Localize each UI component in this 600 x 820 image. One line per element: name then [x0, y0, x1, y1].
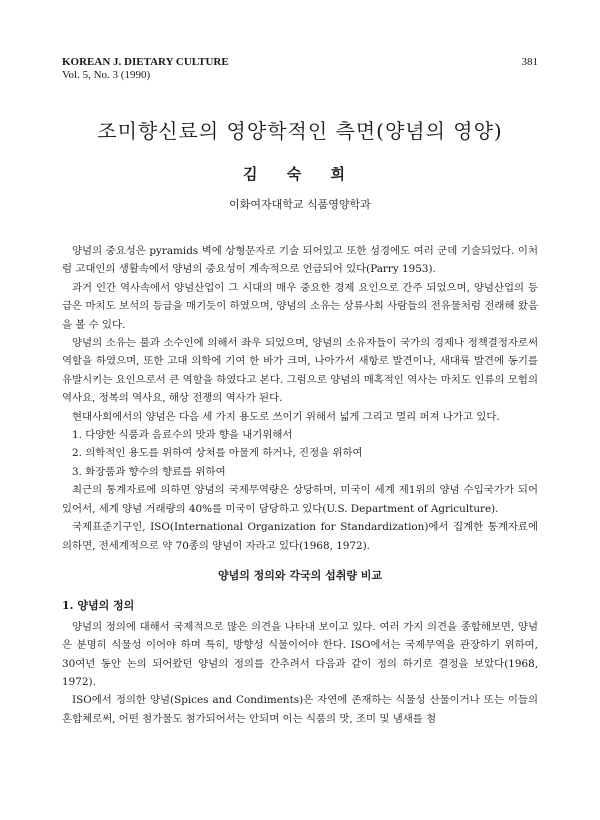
paragraph: 최근의 통계자료에 의하면 양념의 국제무역량은 상당하며, 미국이 세계 제1위의 양념 수입국가가 되어 있어서, 세계 양념 거래량의 40%를 미국이 담당하고 있다(U.S. Department of Agriculture). [62, 484, 538, 515]
article-title: 조미향신료의 영양학적인 측면(양념의 영양) [97, 119, 503, 143]
paragraph: 과거 인간 역사속에서 양념산업이 그 시대의 매우 중요한 경제 요인으로 간주 되었으며, 양념산업의 등급은 마치도 보석의 등급을 매기듯이 하였으며, 양념의 소유는 상류사회 사람들의 전유물처럼 전래해 왔음을 볼 수 있다. [62, 281, 538, 331]
paragraph: 현대사회에서의 양념은 다음 세 가지 용도로 쓰이기 위해서 넓게 그리고 멀리 퍼져 나가고 있다. [72, 410, 500, 423]
author-affiliation: 이화여자대학교 식품영양학과 [229, 198, 371, 211]
paragraph: 양념의 소유는 불과 소수인에 의해서 좌우 되었으며, 양념의 소유자들이 국가의 경제나 정책결정자로써 역할을 하였으며, 또한 고대 의학에 기여 한 바가 크며, 나아가서 새항로 발견이나, 새대륙 발견에 동기를 유발시키는 요인으로서 큰 역할을 하였다고 본다. 그럼으로 양념의 매혹적인 역사는 마치도 인류의 모험의 역사요, 정복의 역사요, 해상 전쟁의 역사가 된다. [62, 337, 538, 405]
author-name: 김 숙 희 [243, 165, 357, 183]
journal-volume: Vol. 5, No. 3 (1990) [62, 69, 151, 81]
article-body [62, 242, 538, 728]
subsection-heading: 1. 양념의 정의 [62, 599, 135, 613]
paragraph: 양념의 중요성은 pyramids 벽에 상형문자로 기술 되어있고 또한 성경에도 여러 군데 기술되었다. 이처럼 고대인의 생활속에서 양념의 중요성이 계속적으로 언급되어 있다(Parry 1953). [62, 245, 538, 276]
list-item: 1. 다양한 식품과 음료수의 맛과 향을 내기위해서 [72, 429, 293, 442]
list-item: 3. 화장품과 향수의 향료를 위하여 [72, 465, 226, 478]
list-item: 2. 의학적인 용도를 위하여 상처를 아물게 하거나, 진정을 위하여 [72, 447, 363, 460]
paragraph: 양념의 정의에 대해서 국제적으로 많은 의견을 나타내 보이고 있다. 여러 가지 의견을 종합해보면, 양념은 분명히 식물성 이어야 하며 특히, 방향성 식물이어야 한다. ISO에서는 국제무역을 관장하기 위하여, 30여년 동안 논의 되어왔던 양념의 정의를 간추려서 다음과 같이 정의 하기로 결정을 보았다(1968, 1972). [62, 620, 538, 688]
journal-name: KOREAN J. DIETARY CULTURE [62, 56, 229, 68]
journal-header [62, 56, 229, 82]
paragraph: 국제표준기구인, ISO(International Organization for Standardization)에서 집계한 통계자료에 의하면, 전세계적으로 약 70종의 양념이 자라고 있다(1968, 1972). [62, 521, 538, 552]
page-number: 381 [521, 56, 538, 68]
paragraph: ISO에서 정의한 양념(Spices and Condiments)은 자연에 존재하는 식물성 산물이거나 또는 이들의 혼합체로써, 어떤 첨가물도 첨가되어서는 안되며 이는 식품의 맛, 조미 및 냄새를 첨 [62, 694, 538, 725]
section-heading: 양념의 정의와 각국의 섭취량 비교 [217, 568, 383, 582]
